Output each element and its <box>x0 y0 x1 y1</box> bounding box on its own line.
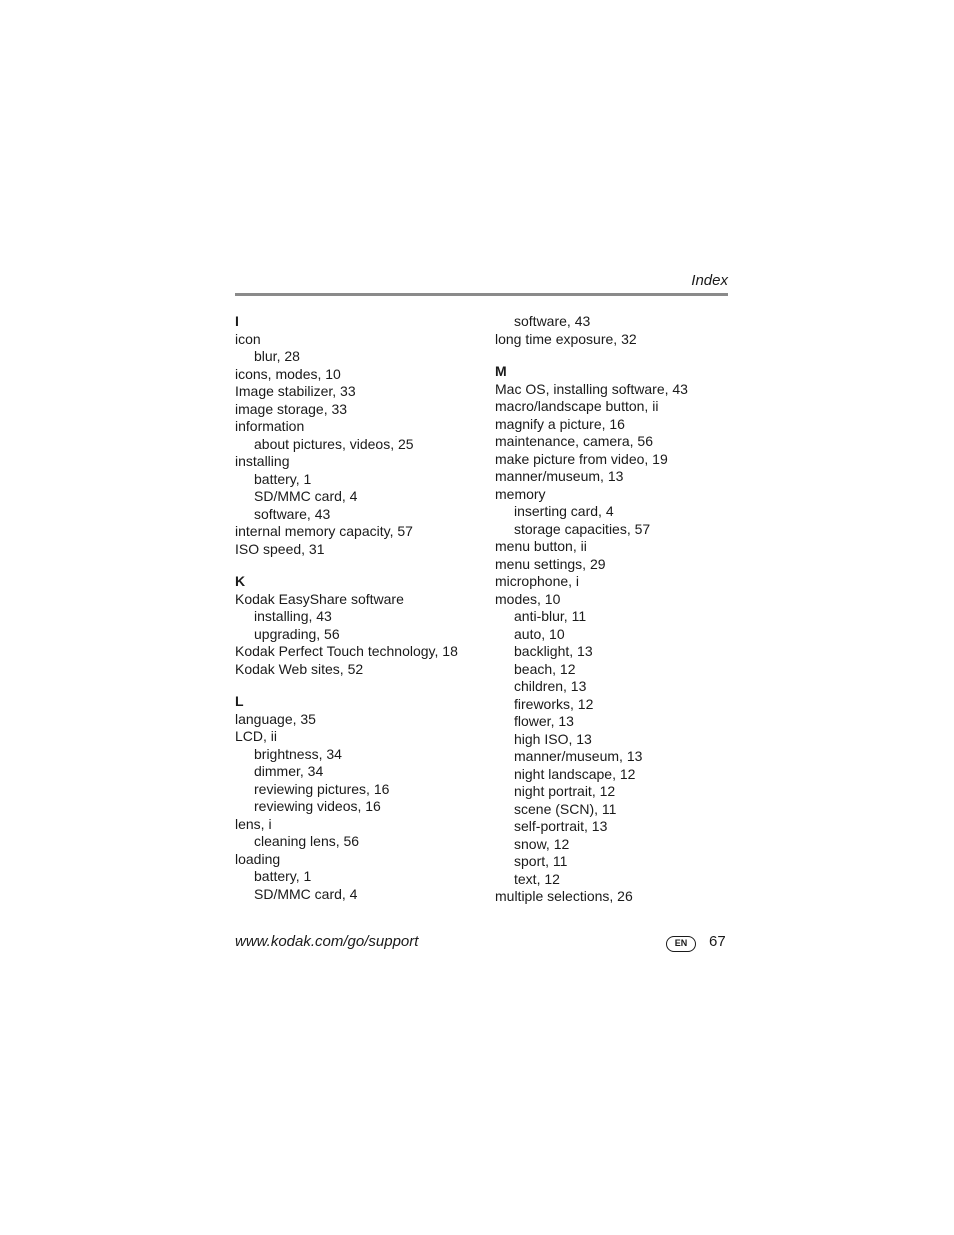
index-entry: internal memory capacity, 57 <box>235 523 413 539</box>
index-entry: multiple selections, 26 <box>495 888 633 904</box>
index-subentry: reviewing pictures, 16 <box>254 780 390 797</box>
index-subentry: children, 13 <box>514 678 587 694</box>
index-entry: menu button, ii <box>495 538 587 554</box>
index-letter-heading: K <box>235 573 246 589</box>
index-entry: Image stabilizer, 33 <box>235 383 356 399</box>
index-subentry: beach, 12 <box>514 660 576 677</box>
support-url: www.kodak.com/go/support <box>235 933 419 950</box>
index-subentry: battery, 1 <box>254 470 312 487</box>
index-entry: Kodak Perfect Touch technology, 18 <box>235 643 458 659</box>
header-rule <box>235 293 728 296</box>
index-subentry: cleaning lens, 56 <box>254 833 360 849</box>
index-entry: loading <box>235 850 281 867</box>
index-column-right <box>495 313 730 906</box>
index-subentry: self-portrait, 13 <box>514 818 608 834</box>
index-subentry: installing, 43 <box>254 608 332 624</box>
index-entry: information <box>235 418 305 434</box>
page-number: 67 <box>709 933 726 950</box>
index-entry: Kodak EasyShare software <box>235 590 404 607</box>
index-entry: Mac OS, installing software, 43 <box>495 380 688 397</box>
index-subentry: blur, 28 <box>254 348 300 364</box>
index-column-left <box>235 313 480 903</box>
index-gap <box>495 348 730 363</box>
index-subentry: anti-blur, 11 <box>514 608 587 624</box>
index-entry: installing <box>235 453 290 469</box>
index-gap <box>235 678 480 693</box>
index-subentry: inserting card, 4 <box>514 503 614 519</box>
index-letter-heading: M <box>495 363 507 379</box>
index-entry: icon <box>235 330 261 347</box>
index-subentry: software, 43 <box>254 505 331 522</box>
index-subentry: SD/MMC card, 4 <box>254 488 358 504</box>
index-entry: memory <box>495 485 546 502</box>
index-subentry: snow, 12 <box>514 835 570 852</box>
index-subentry: upgrading, 56 <box>254 625 340 642</box>
index-subentry: fireworks, 12 <box>514 695 594 712</box>
index-entry: microphone, i <box>495 573 580 589</box>
index-subentry: night portrait, 12 <box>514 783 616 799</box>
index-subentry: SD/MMC card, 4 <box>254 885 358 902</box>
index-subentry: sport, 11 <box>514 853 568 869</box>
index-subentry: auto, 10 <box>514 625 565 642</box>
index-subentry: brightness, 34 <box>254 745 342 762</box>
index-entry: modes, 10 <box>495 590 561 607</box>
index-subentry: backlight, 13 <box>514 643 593 659</box>
index-entry: manner/museum, 13 <box>495 468 624 484</box>
index-subentry: text, 12 <box>514 870 560 887</box>
index-entry: menu settings, 29 <box>495 555 606 572</box>
index-entry: ISO speed, 31 <box>235 540 325 557</box>
index-entry: Kodak Web sites, 52 <box>235 660 364 677</box>
index-entry: macro/landscape button, ii <box>495 398 659 414</box>
index-subentry: storage capacities, 57 <box>514 520 651 537</box>
index-subentry: software, 43 <box>514 313 591 329</box>
index-subentry: high ISO, 13 <box>514 730 592 747</box>
index-subentry: night landscape, 12 <box>514 765 636 782</box>
index-entry: image storage, 33 <box>235 400 348 417</box>
index-subentry: reviewing videos, 16 <box>254 798 381 814</box>
index-entry: long time exposure, 32 <box>495 330 637 347</box>
index-entry: make picture from video, 19 <box>495 450 668 467</box>
running-head-title: Index <box>691 272 728 289</box>
language-badge: EN <box>666 936 696 952</box>
index-entry: magnify a picture, 16 <box>495 415 625 432</box>
index-entry: LCD, ii <box>235 728 278 744</box>
index-entry: lens, i <box>235 815 272 832</box>
index-subentry: dimmer, 34 <box>254 763 324 779</box>
index-letter-heading: I <box>235 313 239 329</box>
index-entry: icons, modes, 10 <box>235 365 341 382</box>
index-subentry: flower, 13 <box>514 713 574 729</box>
index-gap <box>235 558 480 573</box>
index-letter-heading: L <box>235 693 244 709</box>
index-subentry: scene (SCN), 11 <box>514 800 617 817</box>
index-subentry: battery, 1 <box>254 868 312 884</box>
index-subentry: manner/museum, 13 <box>514 748 643 764</box>
index-subentry: about pictures, videos, 25 <box>254 435 414 452</box>
index-entry: maintenance, camera, 56 <box>495 433 653 449</box>
index-entry: language, 35 <box>235 710 316 727</box>
